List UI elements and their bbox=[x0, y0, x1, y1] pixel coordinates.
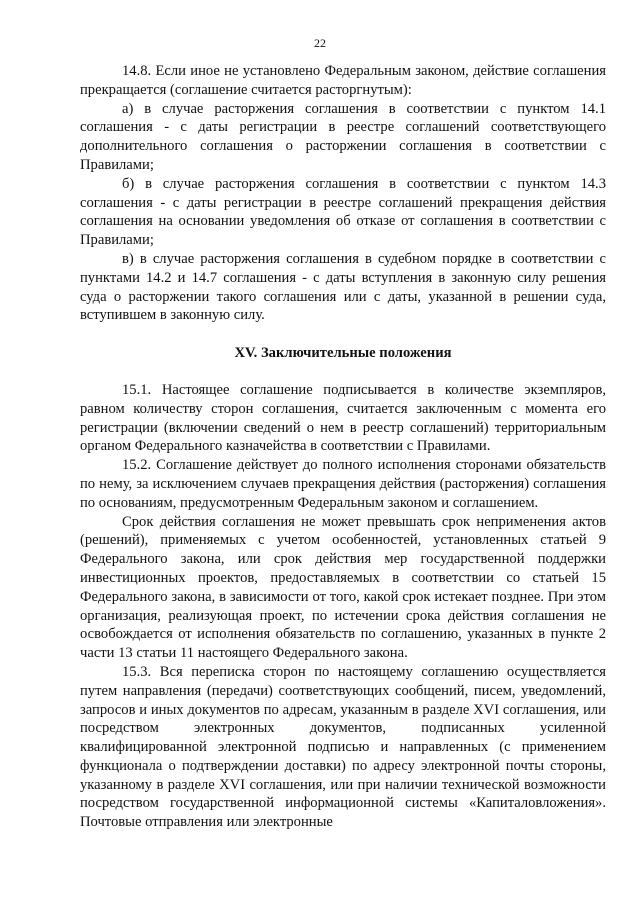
paragraph-14-8: 14.8. Если иное не установлено Федеральным законом, действие соглашения прекращается (соглашение считается расторгнутым): bbox=[80, 63, 606, 98]
paragraph-14-8-a: а) в случае расторжения соглашения в соответствии с пунктом 14.1 соглашения - с даты регистрации в реестре соглашений соответствующего дополнительного соглашения о расторжении соглашения в соответствии с Правилами; bbox=[80, 100, 606, 173]
paragraph-15-3: 15.3. Вся переписка сторон по настоящему соглашению осуществляется путем направления (передачи) соответствующих сообщений, писем, уведомлений, запросов и иных документов по адресам, указанным в разделе XVI соглашения, или посредством электронных документов, подписанных усиленной квалифицированной электронной подписью и направленных (с применением функционала о подтверждении доставки) по адресу электронной почты стороны, указанному в разделе XVI соглашения, или при наличии технической возможности посредством государственной информационной системы «Капиталовложения». Почтовые отправления или электронные bbox=[80, 663, 606, 831]
paragraph-14-8-b: б) в случае расторжения соглашения в соответствии с пунктом 14.3 соглашения - с даты регистрации в реестре соглашений прекращения действия соглашения на основании уведомления об отказе от соглашения в соответствии с Правилами; bbox=[80, 175, 606, 249]
paragraph-15-2-term: Срок действия соглашения не может превышать срок неприменения актов (решений), применяемых с учетом особенностей, установленных статьей 9 Федерального закона, или срок действия мер государственной поддержки инвестиционных проектов, предоставляемых в соответствии со статьей 15 Федерального закона, в зависимости от того, какой срок истекает позднее. При этом организация, реализующая проект, по истечении срока действия соглашения не освобождается от исполнения обязательств по соглашению, указанных в пункте 2 части 13 статьи 11 настоящего Федерального закона. bbox=[80, 513, 606, 662]
section-heading-xv: XV. Заключительные положения bbox=[234, 345, 452, 362]
paragraph-15-2: 15.2. Соглашение действует до полного исполнения сторонами обязательств по нему, за исключением случаев прекращения действия (расторжения) соглашения по основаниям, предусмотренным Федеральным законом и соглашением. bbox=[80, 457, 606, 511]
paragraph-14-8-v: в) в случае расторжения соглашения в судебном порядке в соответствии с пунктами 14.2 и 14.7 соглашения - с даты вступления в законную силу решения суда о расторжении такого соглашения или с даты, указанной в решении суда, вступившем в законную силу. bbox=[80, 250, 606, 324]
page-number: 22 bbox=[314, 36, 326, 50]
paragraph-15-1: 15.1. Настоящее соглашение подписывается в количестве экземпляров, равном количеству сторон соглашения, считается заключенным с момента его регистрации (включении сведений о нем в реестр соглашений) территориальным органом Федерального казначейства в соответствии с Правилами. bbox=[80, 381, 606, 455]
document-body bbox=[80, 62, 606, 832]
